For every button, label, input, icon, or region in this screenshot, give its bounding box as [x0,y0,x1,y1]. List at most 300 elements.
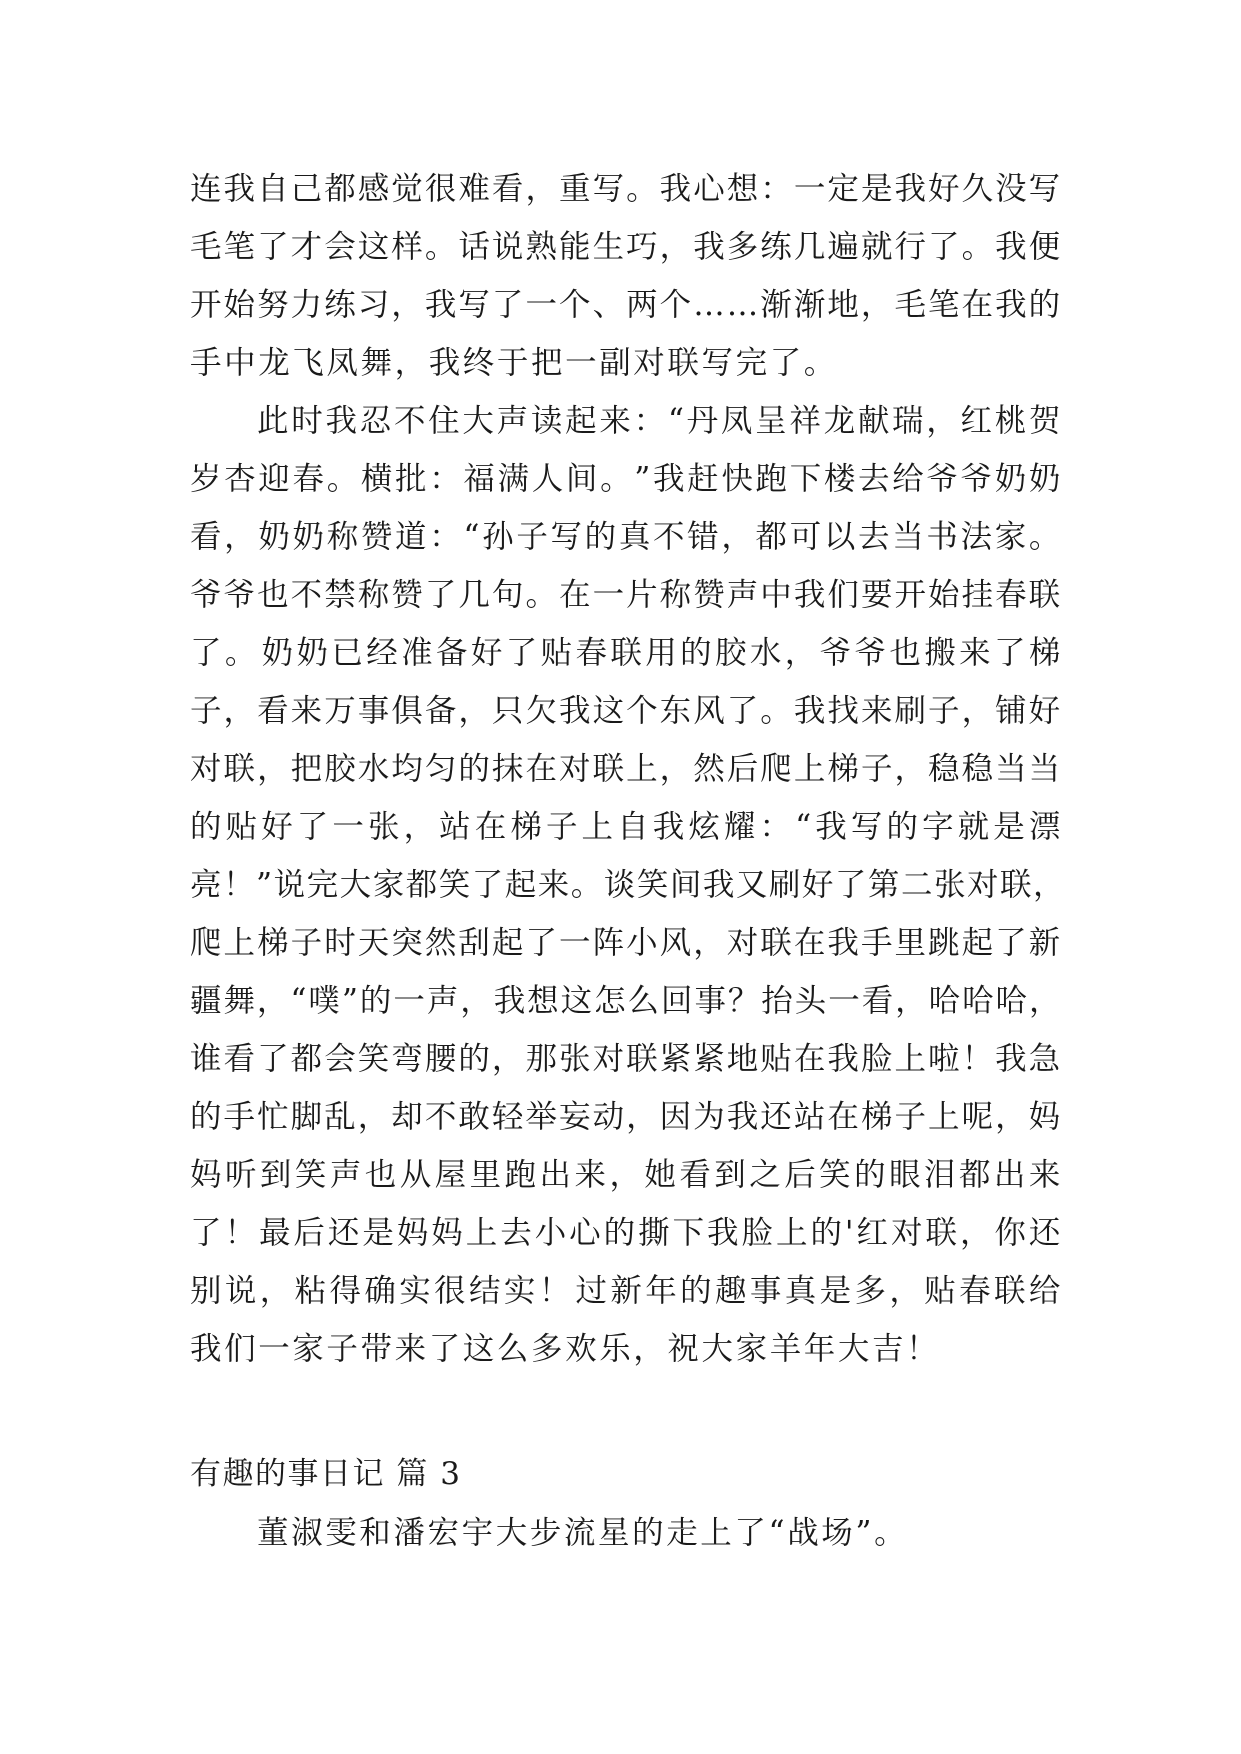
text-char: 毛 [894,287,928,323]
text-char: 道 [395,519,429,555]
text-char: 。 [626,171,660,207]
text-char: 我 [793,577,827,613]
text-line [190,1262,1062,1320]
text-char: 张 [367,809,401,845]
text-char: 一 [393,983,427,1019]
text-char: 间 [565,461,599,497]
text-char: 铺 [995,693,1029,729]
text-char: 的 [458,751,492,787]
text-char: 了 [995,925,1029,961]
text-char: 妈 [190,1157,224,1193]
text-char: 我 [659,171,693,207]
text-char: 起 [491,925,525,961]
text-char: 敢 [458,1099,492,1135]
text-char: 呢 [961,1099,995,1135]
text-char: 举 [525,1099,559,1135]
text-char: 耀 [723,809,757,845]
text-char: 个 [659,287,693,323]
text-char: 笔 [223,229,257,265]
text-char: 行 [894,229,928,265]
text-char: 妈 [396,1215,430,1251]
text-char: 对 [966,867,1000,903]
text-char: 的 [854,1157,888,1193]
text-char: 自 [257,171,291,207]
text-char: 想 [726,171,760,207]
text-char: 爬 [190,925,224,961]
text-line [190,1030,1062,1088]
text-char: 联 [760,925,794,961]
text-char: 突 [391,925,425,961]
text-char: 备 [435,635,469,671]
text-char: 奶 [258,519,292,555]
text-char: 给 [892,461,926,497]
text-char: 梯 [860,1099,894,1135]
text-char: 还 [1028,1215,1062,1251]
text-char: 后 [784,1157,818,1193]
text-char: 子 [860,751,894,787]
text-char: 天 [357,925,391,961]
text-char: 赶 [687,461,721,497]
text-char: 的 [190,1099,224,1135]
text-char: 这 [357,229,391,265]
text-line [190,740,1062,798]
text-char: 当 [892,519,926,555]
text-char: 说 [224,1273,258,1309]
text-char: 读 [530,403,564,439]
text-char: “ [795,809,813,845]
text-char: 在 [793,925,827,961]
text-char: 炫 [688,809,722,845]
text-char: ， [894,751,928,787]
text-line [190,1204,1062,1262]
text-char: 那 [525,1041,559,1077]
text-char: 水 [749,635,783,671]
text-char: ， [403,809,437,845]
text-char: 献 [857,403,891,439]
text-char: 对 [592,1041,626,1077]
text-char: 上 [793,751,827,787]
text-char: 乱 [324,1099,358,1135]
text-char: 此 [257,403,291,439]
text-char: 脸 [860,1041,894,1077]
text-char: 趣 [714,1273,748,1309]
text-char: 小 [626,925,660,961]
text-char: 一 [828,983,862,1019]
text-char: 的 [810,1215,844,1251]
text-char: 张 [933,867,967,903]
text-char: 噗 [308,983,342,1019]
text-char: 结 [469,1273,503,1309]
text-char: 却 [391,1099,425,1135]
text-char: 始 [928,577,962,613]
text-char: 来 [574,1157,608,1193]
text-char: 想 [527,983,561,1019]
text-char: 子 [928,693,962,729]
text-char: 的 [1028,287,1062,323]
text-char: 我 [652,809,686,845]
text-char: 在 [793,1041,827,1077]
text-char: ， [784,635,818,671]
text-char: 动 [592,1099,626,1135]
text-char: 定 [827,171,861,207]
text-char: 练 [760,229,794,265]
text-line-content: 我们一家子带来了这么多欢乐，祝大家羊年大吉！ [190,1331,941,1367]
text-char: 批 [395,461,429,497]
text-char: 舞 [223,983,257,1019]
text-char: ， [626,1099,660,1135]
text-char: 大 [339,867,373,903]
text-char: 我 [559,693,593,729]
text-char: 福 [463,461,497,497]
text-char: 把 [290,751,324,787]
text-char: 刷 [768,867,802,903]
text-char: 子 [894,1099,928,1135]
text-char: 联 [610,635,644,671]
text-char: 红 [960,403,994,439]
text-char: 红 [856,1215,890,1251]
text-char: 。 [525,577,559,613]
text-char: 毛 [190,229,224,265]
text-char: 的 [886,809,920,845]
text-line [190,1320,1062,1378]
text-char: 一 [525,287,559,323]
text-char: 跑 [755,461,789,497]
text-char: 渐 [793,287,827,323]
text-char: 我 [995,1041,1029,1077]
text-char: 时 [291,403,325,439]
text-char: 满 [497,461,531,497]
text-char: 好 [261,809,295,845]
text-line [190,508,1062,566]
text-char: 多 [726,229,760,265]
text-char: 笑 [438,867,472,903]
text-char: 始 [223,287,257,323]
text-char: 大 [462,403,496,439]
text-char: 都 [755,519,789,555]
text-char: 又 [735,867,769,903]
text-char: 漂 [1028,809,1062,845]
text-char: 奶 [261,635,295,671]
text-char: 赞 [693,577,727,613]
section-heading: 有趣的事日记 篇 3 [190,1456,462,1492]
text-char: 久 [961,171,995,207]
text-char: ， [659,751,693,787]
text-char: 写 [550,519,584,555]
text-char: 奶 [994,461,1028,497]
text-char: 写 [1028,171,1062,207]
text-char: 贴 [760,1041,794,1077]
text-char: 春 [995,577,1029,613]
text-char: 风 [693,693,727,729]
text-char: 丹 [686,403,720,439]
text-char: ， [693,925,727,961]
text-char: 爷 [223,577,257,613]
text-char: 时 [324,925,358,961]
text-char: 后 [726,751,760,787]
text-char: 欠 [525,693,559,729]
text-char: 我 [815,809,849,845]
text-line [190,392,1062,450]
text-char: ， [995,1099,1029,1135]
text-char: 了 [257,1041,291,1077]
text-char: 手 [223,1099,257,1135]
text-char: ： [759,809,793,845]
text-char: 便 [1028,229,1062,265]
text-char: 还 [327,1215,361,1251]
text-char: 很 [424,171,458,207]
text-char: 个 [626,693,660,729]
text-char: 努 [257,287,291,323]
text-char: 说 [491,229,525,265]
text-char: 。 [326,461,360,497]
text-char: 样 [391,229,425,265]
text-char: 笑 [819,1157,853,1193]
text-char: ， [458,693,492,729]
text-char: 确 [364,1273,398,1309]
text-char: 梯 [1028,635,1062,671]
text-char: 因 [659,1099,693,1135]
text-char: 也 [889,635,923,671]
text-char: 不 [653,519,687,555]
text-char: 呈 [755,403,789,439]
text-char: 联 [925,1215,959,1251]
text-char: 还 [760,1099,794,1135]
text-char: 急 [1028,1041,1062,1077]
text-char: ！ [538,1273,572,1309]
text-char: 能 [559,229,593,265]
text-char: 为 [693,1099,727,1135]
text-char: 均 [391,751,425,787]
text-char: 后 [293,1215,327,1251]
text-char: “ [667,403,686,439]
text-char: 真 [618,519,652,555]
text-char: 对 [559,751,593,787]
text-char: 撕 [638,1215,672,1251]
text-char: 用 [645,635,679,671]
text-char: 联 [223,751,257,787]
text-char: 经 [366,635,400,671]
text-char: 字 [922,809,956,845]
text-char: 声 [496,403,530,439]
text-char: “ [290,983,308,1019]
text-char: 刷 [894,693,928,729]
text-char: 我 [325,403,359,439]
text-char: 间 [669,867,703,903]
text-char: ： [429,461,463,497]
text-char: 遍 [827,229,861,265]
text-char: ” [634,461,652,497]
text-char: 下 [672,1215,706,1251]
text-char: 地 [726,1041,760,1077]
text-char: 然 [424,925,458,961]
text-char: 句 [491,577,525,613]
text-char: 下 [789,461,823,497]
text-char: 笑 [636,867,670,903]
text-char: 上 [223,925,257,961]
text-char: 好 [801,867,835,903]
text-char: 对 [891,1215,925,1251]
text-char: 了 [525,925,559,961]
text-char: 子 [290,925,324,961]
text-char: 是 [860,171,894,207]
text-char: 看 [679,1157,713,1193]
text-char: 子 [516,519,550,555]
text-char: ” [341,983,360,1019]
text-char: 在 [525,751,559,787]
text-char: 了 [424,577,458,613]
text-char: 自 [617,809,651,845]
text-char: 都 [958,1157,992,1193]
text-char: 给 [1028,1273,1062,1309]
text-char: ， [1033,867,1067,903]
text-char: 忍 [359,403,393,439]
text-char: 们 [827,577,861,613]
text-char: 子 [545,809,579,845]
text-char: 上 [894,1041,928,1077]
text-char: ， [895,983,929,1019]
text-char: 她 [644,1157,678,1193]
text-char: 感 [357,171,391,207]
text-char: 去 [858,519,892,555]
text-char: 我 [493,983,527,1019]
text-char: 妄 [559,1099,593,1135]
text-char: 家 [372,867,406,903]
text-char: 写 [458,287,492,323]
text-char: 法 [960,519,994,555]
text-char: 一 [592,577,626,613]
text-char: 重 [559,171,593,207]
text-char: 去 [858,461,892,497]
text-char: 完 [306,867,340,903]
text-char: … [693,287,727,323]
text-char: 准 [401,635,435,671]
text-char: 站 [439,809,473,845]
text-char: 手 [860,925,894,961]
text-char: 在 [961,287,995,323]
text-char: 龙 [823,403,857,439]
text-char: 脸 [741,1215,775,1251]
text-line [190,276,1062,334]
text-char: 谈 [603,867,637,903]
text-char: 的 [190,809,224,845]
text-char: 习 [357,287,391,323]
text-char: 俱 [391,693,425,729]
text-char: 。 [224,635,258,671]
text-char: 没 [995,171,1029,207]
text-char: ， [1028,983,1062,1019]
text-char: 怎 [594,983,628,1019]
text-char: 刮 [458,925,492,961]
text-char: 粘 [294,1273,328,1309]
text-char: 起 [565,403,599,439]
text-char: 爷 [854,635,888,671]
text-char: 出 [993,1157,1027,1193]
text-char: 里 [469,1157,503,1193]
text-char: 事 [357,693,391,729]
text-char: ， [659,229,693,265]
text-char: 的 [680,635,714,671]
text-char: 声 [329,1157,363,1193]
text-char: 真 [784,1273,818,1309]
text-char: ， [721,519,755,555]
text-char: 家 [994,519,1028,555]
text-char: 声 [726,577,760,613]
text-char: 贴 [540,635,574,671]
text-char: 了 [296,809,330,845]
text-char: 到 [714,1157,748,1193]
text-char: ， [223,693,257,729]
text-char: 爷 [960,461,994,497]
text-char: 我 [223,171,257,207]
text-char: 我 [995,287,1029,323]
text-char: 泪 [924,1157,958,1193]
text-char: 会 [324,229,358,265]
text-char: 话 [458,229,492,265]
text-char: 我 [827,1041,861,1077]
text-char: 上 [928,1099,962,1135]
text-char: 都 [324,171,358,207]
text-char: 哈 [995,983,1029,1019]
text-char: 已 [331,635,365,671]
text-char: 爷 [190,577,224,613]
text-char: 是 [993,809,1027,845]
text-char: 了 [491,287,525,323]
text-char: 来 [959,635,993,671]
text-char: 张 [559,1041,593,1077]
text-char: 挂 [961,577,995,613]
text-char: 当 [995,751,1029,787]
text-char: 妈 [1028,1099,1062,1135]
text-char: 我 [653,461,687,497]
text-char: 心 [569,1215,603,1251]
text-char: 好 [928,171,962,207]
text-char: 我 [995,229,1029,265]
text-char: ， [391,287,425,323]
text-char: ， [224,519,258,555]
text-char: 跑 [504,1157,538,1193]
text-char: 看 [861,983,895,1019]
text-char: 搬 [924,635,958,671]
text-char: 去 [500,1215,534,1251]
text-char: ” [256,867,274,903]
text-char: 巧 [626,229,660,265]
text-line [190,566,1062,624]
text-char: 当 [1028,751,1062,787]
text-char: 岁 [190,461,224,497]
text-char: 觉 [391,171,425,207]
text-char: 找 [827,693,861,729]
text-char: 禁 [324,577,358,613]
text-char: 胶 [324,751,358,787]
text-char: 了 [190,635,224,671]
text-char: 也 [257,577,291,613]
text-char: 了 [993,635,1027,671]
text-char: 得 [329,1273,363,1309]
text-char: 年 [645,1273,679,1309]
text-char: ， [961,693,995,729]
text-char: ， [609,1157,643,1193]
text-char: 都 [290,1041,324,1077]
text-char: 练 [324,287,358,323]
text-char: ！ [223,867,257,903]
text-char: 人 [531,461,565,497]
text-char: 只 [491,693,525,729]
text-char: ： [633,403,667,439]
text-char: 以 [823,519,857,555]
text-char: 头 [794,983,828,1019]
text-char: 才 [290,229,324,265]
text-char: 祥 [789,403,823,439]
